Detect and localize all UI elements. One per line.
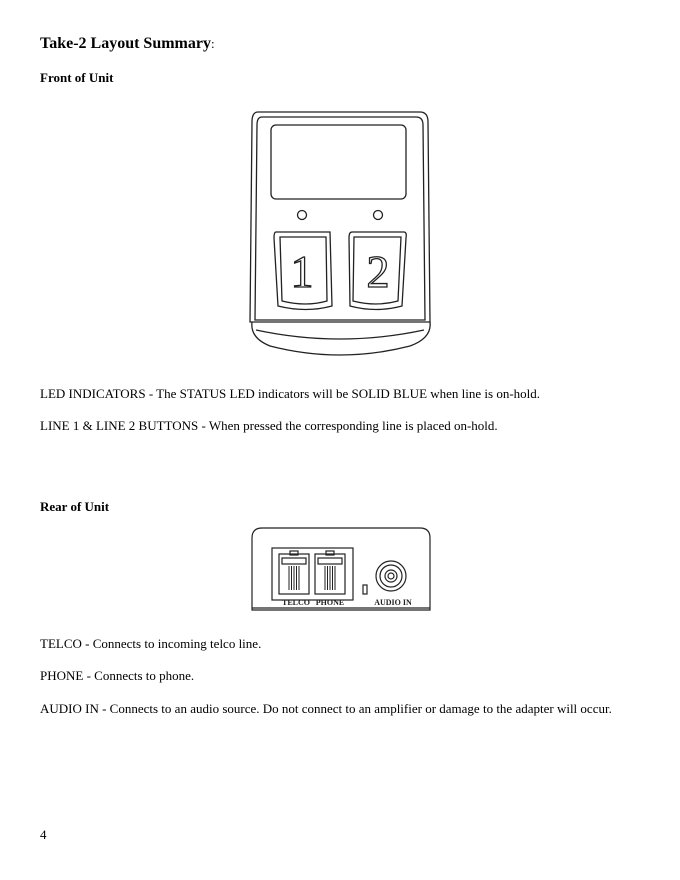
phone-label: PHONE: [315, 598, 345, 607]
audio-in-description: AUDIO IN - Connects to an audio source. Do not connect to an amplifier or damage to the adapter will occur.: [40, 701, 612, 716]
phone-description: PHONE - Connects to phone.: [40, 668, 195, 683]
page-number: 4: [40, 827, 47, 842]
title-suffix: :: [210, 36, 215, 51]
rear-heading: Rear of Unit: [40, 499, 110, 514]
audio-in-label: AUDIO IN: [374, 598, 412, 607]
telco-label: TELCO: [281, 598, 311, 607]
front-body-inner: [255, 117, 425, 320]
button-label-1: 1: [290, 246, 314, 297]
led-indicator-2: [374, 211, 383, 220]
front-heading: Front of Unit: [40, 70, 114, 85]
title-text: Take-2 Layout Summary: [40, 35, 211, 52]
button-label-2: 2: [366, 246, 390, 297]
front-unit-diagram: [240, 108, 440, 364]
page-title: [40, 35, 215, 53]
led-indicator-1: [298, 211, 307, 220]
line-buttons-description: LINE 1 & LINE 2 BUTTONS - When pressed the corresponding line is placed on-hold.: [40, 418, 498, 433]
rear-unit-diagram: [248, 524, 434, 614]
display-window: [271, 125, 406, 199]
jack-panel: [272, 548, 353, 600]
telco-description: TELCO - Connects to incoming telco line.: [40, 636, 262, 651]
led-indicators-description: LED INDICATORS - The STATUS LED indicators will be SOLID BLUE when line is on-hold.: [40, 386, 541, 401]
